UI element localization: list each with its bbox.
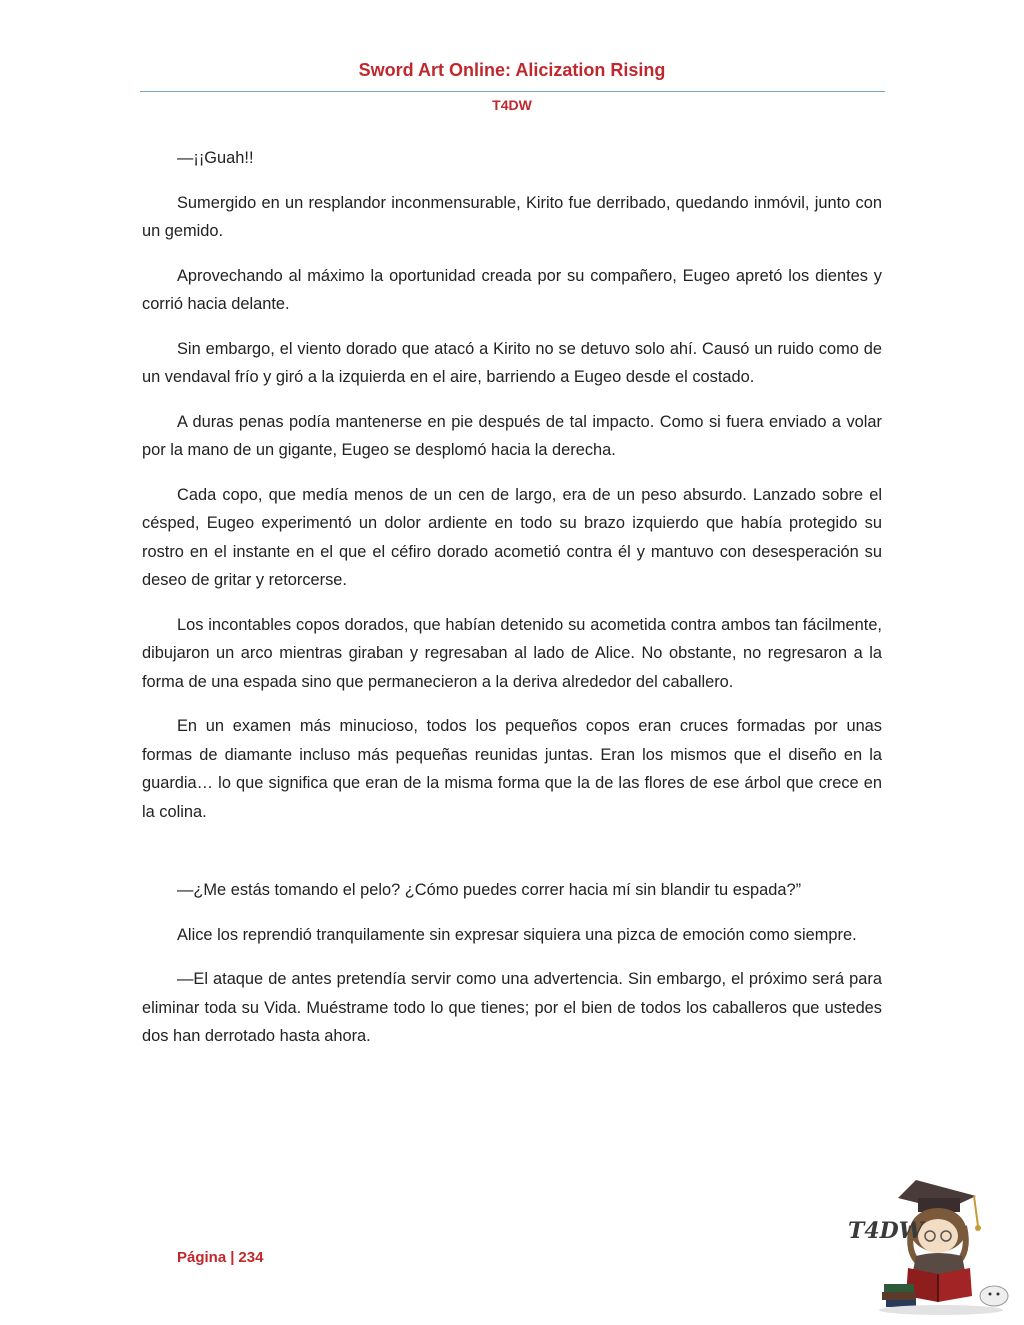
paragraph: —El ataque de antes pretendía servir como una advertencia. Sin embargo, el próximo será para eliminar toda su Vida. Muéstrame todo lo que tienes; por el bien de todos los caballeros que ustedes dos han derrotado hasta ahora. <box>142 970 882 1045</box>
page-number: 234 <box>238 1249 264 1266</box>
page-number-footer <box>177 1249 263 1266</box>
page-body <box>142 144 882 1067</box>
paragraph: En un examen más minucioso, todos los pequeños copos eran cruces formadas por unas formas de diamante incluso más pequeñas reunidas juntas. Eran los mismos que el diseño en la guardia… lo que significa que eran de la misma forma que la de las flores de ese árbol que crece en la colina. <box>142 717 882 821</box>
paragraph: Alice los reprendió tranquilamente sin expresar siquiera una pizca de emoción como siempre. <box>177 925 857 944</box>
paragraph: —¿Me estás tomando el pelo? ¿Cómo puedes correr hacia mí sin blandir tu espada?” <box>177 881 802 899</box>
document-title: Sword Art Online: Alicization Rising <box>358 60 666 80</box>
header-divider <box>140 91 885 92</box>
paragraph: Los incontables copos dorados, que habían detenido su acometida contra ambos tan fácilmente, dibujaron un arco mientras giraban y regresaban al lado de Alice. No obstante, no regresaron a la forma de una espada sino que permanecieron a la deriva alrededor del caballero. <box>142 615 882 691</box>
page-separator: | <box>230 1249 235 1266</box>
paragraph: A duras penas podía mantenerse en pie después de tal impacto. Como si fuera enviado a volar por la mano de un gigante, Eugeo se desplomó hacia la derecha. <box>142 412 882 459</box>
mascot-logo-text: T4DW <box>848 1218 924 1244</box>
paragraph: Cada copo, que medía menos de un cen de largo, era de un peso absurdo. Lanzado sobre el césped, Eugeo experimentó un dolor ardiente en todo su brazo izquierdo que había protegido su rostro en el instante en el que el céfiro dorado acometió contra él y mantuvo con desesperación su deseo de gritar y retorcerse. <box>142 485 882 589</box>
page-label: Página <box>177 1249 227 1266</box>
paragraph: Sumergido en un resplandor inconmensurable, Kirito fue derribado, quedando inmóvil, junto con un gemido. <box>142 193 882 240</box>
paragraph: Aprovechando al máximo la oportunidad creada por su compañero, Eugeo apretó los dientes y corrió hacia delante. <box>142 266 882 313</box>
paragraph: Sin embargo, el viento dorado que atacó a Kirito no se detuvo solo ahí. Causó un ruido como de un vendaval frío y giró a la izquierda en el aire, barriendo a Eugeo desde el costado. <box>142 339 882 386</box>
document-subtitle: T4DW <box>492 97 532 113</box>
paragraph: —¡¡Guah!! <box>177 149 254 167</box>
